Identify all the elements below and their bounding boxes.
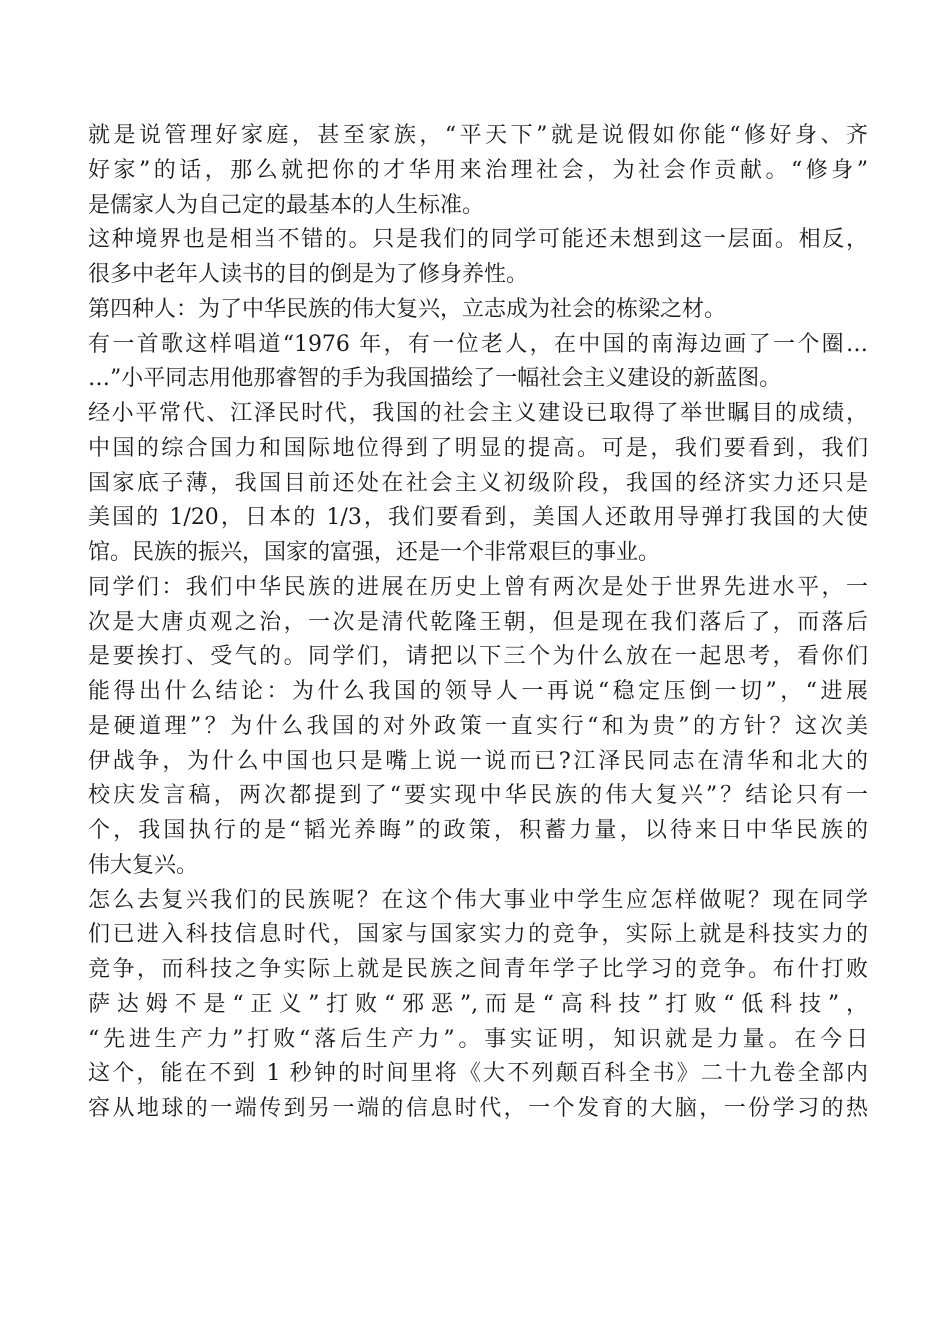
text-line: 就是说管理好家庭，甚至家族，“平天下”就是说假如你能“修好身、齐 <box>88 123 868 148</box>
text-line: 是儒家人为自己定的最基本的人生标准。 <box>88 192 485 218</box>
text-line: 们已进入科技信息时代，国家与国家实力的竞争，实际上就是科技实力的 <box>88 922 868 948</box>
text-line: 很多中老年人读书的目的倒是为了修身养性。 <box>88 262 529 287</box>
text-line: 国家底子薄，我国目前还处在社会主义初级阶段，我国的经济实力还只是 <box>88 470 868 496</box>
text-line: 中国的综合国力和国际地位得到了明显的提高。可是，我们要看到，我们 <box>88 435 868 461</box>
text-line: 是要挨打、受气的。同学们，请把以下三个为什么放在一起思考，看你们 <box>88 644 868 670</box>
text-line: 能得出什么结论：为什么我国的领导人一再说“稳定压倒一切”，“进展 <box>88 679 868 704</box>
text-line: 容从地球的一端传到另一端的信息时代，一个发育的大脑，一份学习的热 <box>88 1096 868 1121</box>
text-line: 这种境界也是相当不错的。只是我们的同学可能还未想到这一层面。相反， <box>88 227 868 253</box>
text-line: …”小平同志用他那睿智的手为我国描绘了一幅社会主义建设的新蓝图。 <box>88 366 782 392</box>
text-line: 经小平常代、江泽民时代，我国的社会主义建设已取得了举世瞩目的成绩， <box>88 401 868 426</box>
text-line: 伊战争，为什么中国也只是嘴上说一说而已?江泽民同志在清华和北大的 <box>88 748 868 774</box>
text-line: 校庆发言稿，两次都提到了“要实现中华民族的伟大复兴”？结论只有一 <box>88 783 868 809</box>
text-line: 怎么去复兴我们的民族呢？在这个伟大事业中学生应怎样做呢？现在同学 <box>88 887 868 913</box>
document-page <box>88 119 868 1127</box>
text-line: 好家”的话，那么就把你的才华用来治理社会，为社会作贡献。“修身” <box>88 157 868 183</box>
text-line: 竞争，而科技之争实际上就是民族之间青年学子比学习的竞争。布什打败 <box>88 957 868 982</box>
text-line: 馆。民族的振兴，国家的富强，还是一个非常艰巨的事业。 <box>88 540 661 565</box>
text-line: 这个，能在不到 1 秒钟的时间里将《大不列颠百科全书》二十九卷全部内 <box>88 1061 868 1087</box>
text-line: 美国的 1/20，日本的 1/3，我们要看到，美国人还敢用导弹打我国的大使 <box>88 505 868 531</box>
text-line: 是硬道理”？为什么我国的对外政策一直实行“和为贵”的方针？这次美 <box>88 713 868 739</box>
text-line: 个，我国执行的是“韬光养晦”的政策，积蓄力量，以待来日中华民族的 <box>88 818 868 843</box>
text-line: 有一首歌这样唱道“1976 年，有一位老人，在中国的南海边画了一个圈… <box>88 331 868 357</box>
text-line: 萨达姆不是“正义”打败“邪恶”,而是“高科技”打败“低科技”， <box>88 991 868 1017</box>
text-line: “先进生产力”打败“落后生产力”。事实证明，知识就是力量。在今日 <box>88 1026 868 1052</box>
text-line: 次是大唐贞观之治，一次是清代乾隆王朝，但是现在我们落后了，而落后 <box>88 609 868 635</box>
text-line: 同学们：我们中华民族的进展在历史上曾有两次是处于世界先进水平，一 <box>88 574 868 600</box>
text-line: 伟大复兴。 <box>88 852 199 878</box>
text-line: 第四种人：为了中华民族的伟大复兴，立志成为社会的栋梁之材。 <box>88 296 727 322</box>
